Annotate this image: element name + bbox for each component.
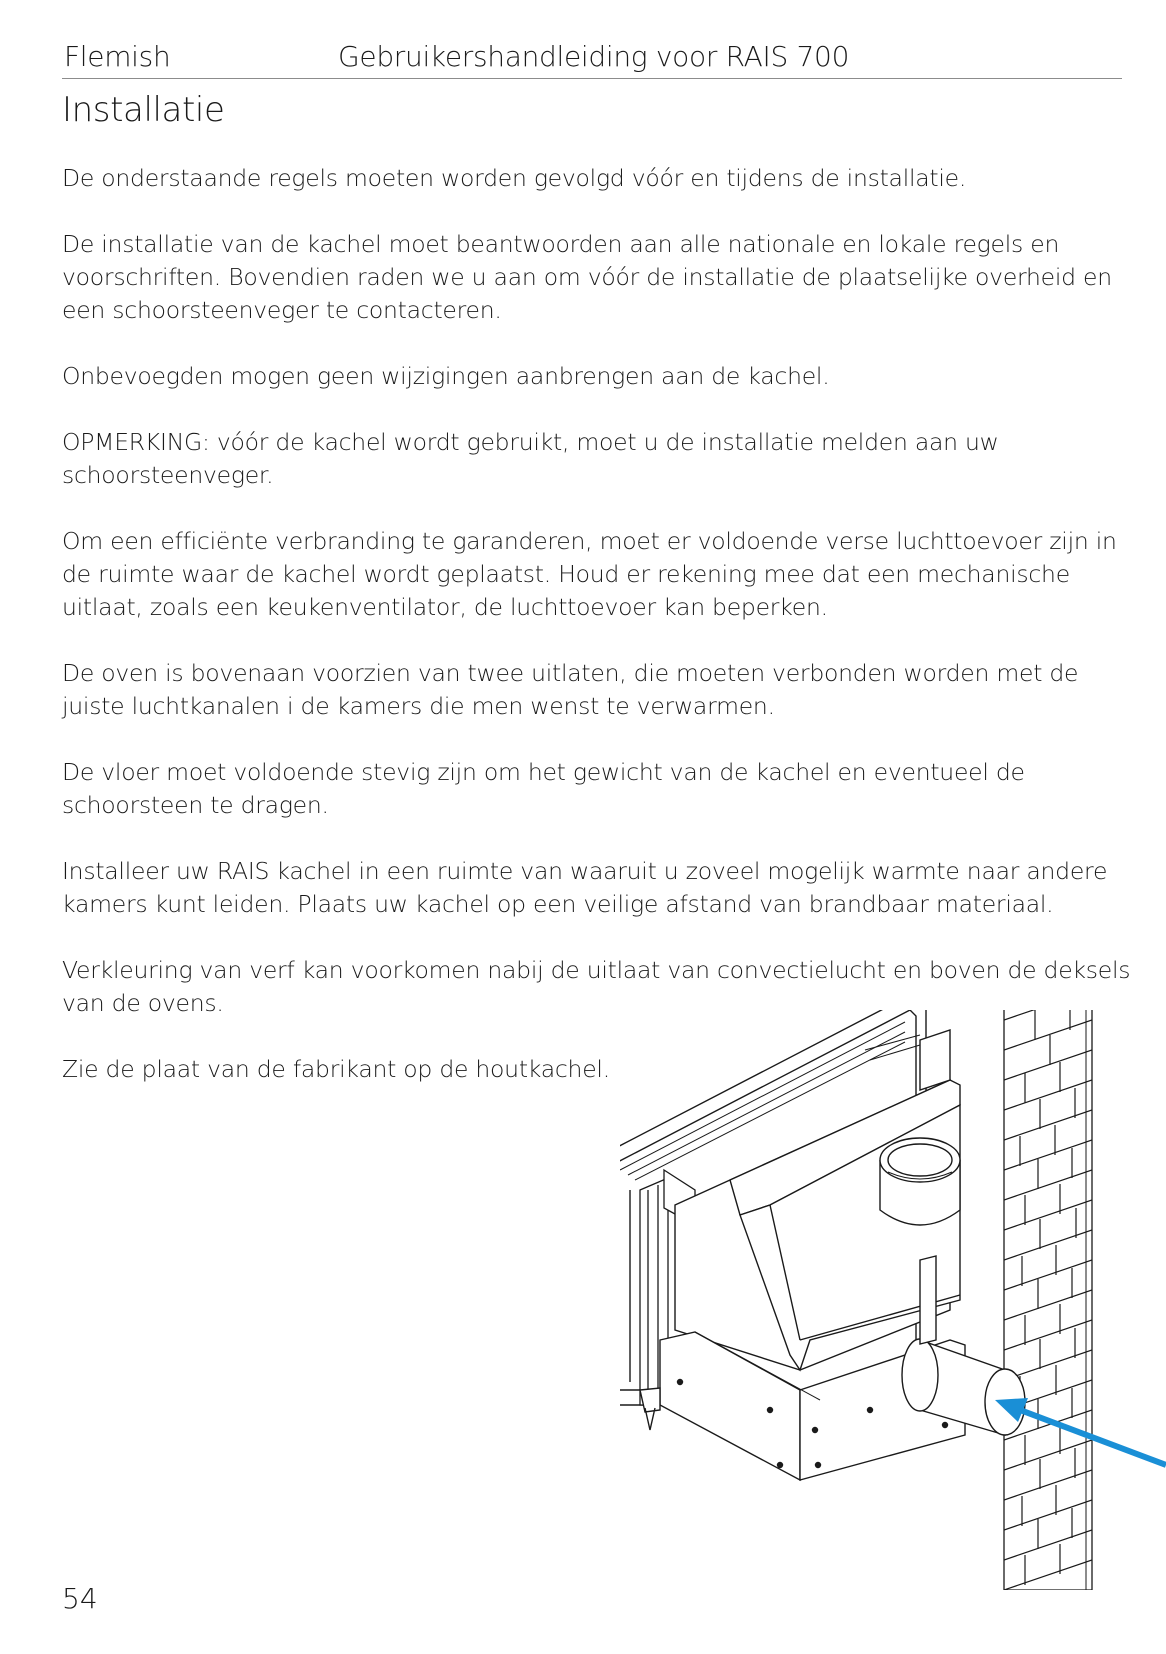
paragraph: De installatie van de kachel moet beantwoorden aan alle nationale en lokale regels en voorschriften. Bovendien raden we u aan om vóór de installatie de plaatselijke overheid en een schoorsteenveger te contacteren. (62, 230, 1112, 324)
brick-wall (1004, 1010, 1092, 1590)
header-document-title: Gebruikershandleiding voor RAIS 700 (338, 40, 850, 73)
page-header (62, 40, 1122, 79)
paragraph: Installeer uw RAIS kachel in een ruimte van waaruit u zoveel mogelijk warmte naar andere kamers kunt leiden. Plaats uw kachel op een veilige afstand van brandbaar materiaal. (62, 857, 1108, 918)
paragraph: Verkleuring van verf kan voorkomen nabij de uitlaat van convectielucht en boven de deksels van de ovens. (62, 956, 1131, 1017)
paragraph: Onbevoegden mogen geen wijzigingen aanbrengen aan de kachel. (62, 362, 830, 390)
page-number: 54 (62, 1582, 98, 1615)
top-outlet-duct (880, 1138, 960, 1225)
paragraph: Om een efficiënte verbranding te garanderen, moet er voldoende verse luchttoevoer zijn in de ruimte waar de kachel wordt geplaatst. Houd er rekening mee dat een mechanische uitlaat, zoals een keukenventilator, de luchttoevoer kan beperken. (62, 527, 1117, 621)
section-title: Installatie (62, 90, 225, 130)
paragraph: Zie de plaat van de fabrikant op de houtkachel. (62, 1055, 610, 1083)
body-text (62, 162, 1132, 1119)
stove-installation-illustration (620, 1010, 1166, 1590)
paragraph: OPMERKING: vóór de kachel wordt gebruikt, moet u de installatie melden aan uw schoorsteenveger. (62, 428, 999, 489)
paragraph: De onderstaande regels moeten worden gevolgd vóór en tijdens de installatie. (62, 164, 967, 192)
paragraph: De vloer moet voldoende stevig zijn om het gewicht van de kachel en eventueel de schoorsteen te dragen. (62, 758, 1025, 819)
header-language: Flemish (64, 40, 171, 73)
paragraph: De oven is bovenaan voorzien van twee uitlaten, die moeten verbonden worden met de juiste luchtkanalen i de kamers die men wenst te verwarmen. (62, 659, 1079, 720)
